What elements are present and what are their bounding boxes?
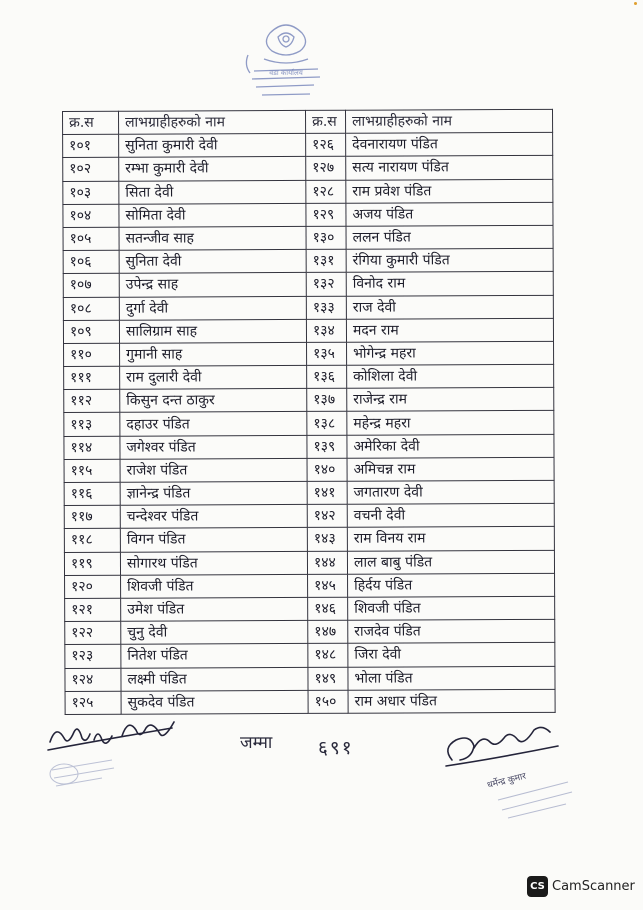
- serial-cell: १०५: [63, 227, 119, 250]
- serial-cell: ११६: [64, 482, 120, 505]
- name-cell: रंगिया कुमारी पंडित: [346, 248, 553, 272]
- name-cell: देवनारायण पंडित: [346, 133, 553, 157]
- serial-cell: १२८: [306, 180, 346, 203]
- name-cell: सिता देवी: [119, 180, 306, 204]
- header-serial: क्र.स: [63, 111, 119, 134]
- table-row: [63, 225, 553, 250]
- name-cell: जगतारण देवी: [347, 480, 554, 504]
- signer-name: धर्मेन्द्र कुमार: [486, 771, 528, 791]
- serial-cell: ११०: [64, 343, 120, 366]
- name-cell: सत्य नारायण पंडित: [346, 156, 553, 180]
- serial-cell: १३८: [307, 412, 347, 435]
- scan-artifact-dot: [634, 2, 637, 5]
- table-row: [64, 480, 554, 505]
- serial-cell: १२४: [65, 668, 121, 691]
- name-cell: भोला पंडित: [348, 666, 555, 690]
- serial-cell: १३४: [306, 319, 346, 342]
- name-cell: लाल बाबु पंडित: [347, 550, 554, 574]
- serial-cell: ११४: [64, 436, 120, 459]
- name-cell: चुनु देवी: [121, 621, 308, 645]
- serial-cell: १११: [64, 366, 120, 389]
- serial-cell: १५०: [308, 690, 348, 713]
- signature-icon: [42, 710, 202, 802]
- table-row: [65, 596, 555, 621]
- serial-cell: १४१: [307, 481, 347, 504]
- serial-cell: १३३: [306, 296, 346, 319]
- table-row: [63, 156, 553, 181]
- serial-cell: ११३: [64, 413, 120, 436]
- name-cell: नितेश पंडित: [121, 644, 308, 668]
- name-cell: भोगेन्द्र महरा: [347, 341, 554, 365]
- name-cell: सुनिता कुमारी देवी: [119, 134, 306, 158]
- serial-cell: १४०: [307, 458, 347, 481]
- name-cell: दुर्गा देवी: [119, 296, 306, 320]
- name-cell: हिर्दय पंडित: [348, 573, 555, 597]
- serial-cell: १०३: [63, 181, 119, 204]
- table-row: [65, 666, 555, 691]
- serial-cell: १०६: [63, 250, 119, 273]
- name-cell: शिवजी पंडित: [121, 574, 308, 598]
- table-row: [64, 504, 554, 529]
- serial-cell: १३५: [307, 342, 347, 365]
- name-cell: चन्देश्वर पंडित: [120, 505, 307, 529]
- serial-cell: १२०: [65, 575, 121, 598]
- serial-cell: १०२: [63, 158, 119, 181]
- name-cell: लक्ष्मी पंडित: [121, 667, 308, 691]
- name-cell: सोगारथ पंडित: [120, 551, 307, 575]
- name-cell: सुनिता देवी: [119, 250, 306, 274]
- table-row: [64, 434, 554, 459]
- table-row: [64, 364, 554, 389]
- name-cell: सालिग्राम साह: [119, 319, 306, 343]
- camscanner-label: CamScanner: [552, 879, 635, 894]
- name-cell: महेन्द्र महरा: [347, 411, 554, 435]
- name-cell: मदन राम: [346, 318, 553, 342]
- name-cell: राम प्रवेश पंडित: [346, 179, 553, 203]
- name-cell: अमेरिका देवी: [347, 434, 554, 458]
- serial-cell: १२३: [65, 645, 121, 668]
- serial-cell: १०४: [63, 204, 119, 227]
- name-cell: ललन पंडित: [346, 225, 553, 249]
- name-cell: राम विनय राम: [347, 527, 554, 551]
- serial-cell: ११५: [64, 459, 120, 482]
- serial-cell: १०७: [63, 274, 119, 297]
- table-row: [63, 248, 553, 273]
- name-cell: उमेश पंडित: [121, 597, 308, 621]
- serial-cell: १४३: [307, 528, 347, 551]
- name-cell: राजदेव पंडित: [348, 619, 555, 643]
- name-cell: राम दुलारी देवी: [120, 365, 307, 389]
- serial-cell: १४४: [307, 551, 347, 574]
- serial-cell: ११२: [64, 390, 120, 413]
- serial-cell: १३७: [307, 389, 347, 412]
- name-cell: शिवजी पंडित: [348, 596, 555, 620]
- serial-cell: १२१: [65, 598, 121, 621]
- serial-cell: १४६: [308, 597, 348, 620]
- name-cell: अजय पंडित: [346, 202, 553, 226]
- serial-cell: १४२: [307, 504, 347, 527]
- name-cell: ज्ञानेन्द्र पंडित: [120, 481, 307, 505]
- table-row: [64, 411, 554, 436]
- table-row: [65, 643, 555, 668]
- serial-cell: ११८: [64, 529, 120, 552]
- name-cell: जगेश्वर पंडित: [120, 435, 307, 459]
- table-row: [64, 341, 554, 366]
- serial-cell: १३२: [306, 273, 346, 296]
- table-header-row: [63, 109, 553, 134]
- table-row: [64, 457, 554, 482]
- table-row: [65, 619, 555, 644]
- total-value: ६९१: [318, 737, 354, 759]
- header-name: लाभग्राहीहरुको नाम: [119, 110, 306, 134]
- table-row: [63, 318, 553, 343]
- serial-cell: १३०: [306, 226, 346, 249]
- serial-cell: १०८: [63, 297, 119, 320]
- name-cell: अमिचन्न राम: [347, 457, 554, 481]
- name-cell: गुमानी साह: [120, 342, 307, 366]
- name-cell: राजेश पंडित: [120, 458, 307, 482]
- name-cell: रम्भा कुमारी देवी: [119, 157, 306, 181]
- name-cell: वचनी देवी: [347, 504, 554, 528]
- serial-cell: १२६: [306, 133, 346, 156]
- table-row: [65, 573, 555, 598]
- name-cell: दहाउर पंडित: [120, 412, 307, 436]
- name-cell: विगन पंडित: [120, 528, 307, 552]
- camscanner-logo-icon: CS: [527, 876, 548, 897]
- name-cell: सतन्जीव साह: [119, 226, 306, 250]
- beneficiary-table: [62, 109, 556, 715]
- serial-cell: १३६: [307, 365, 347, 388]
- name-cell: राज देवी: [346, 295, 553, 319]
- emblem-seal-icon: [240, 15, 332, 103]
- seal-text: वडा कार्यालय: [269, 69, 303, 77]
- serial-cell: १०१: [63, 134, 119, 157]
- name-cell: उपेन्द्र साह: [119, 273, 306, 297]
- name-cell: कोशिला देवी: [347, 364, 554, 388]
- table-row: [64, 550, 554, 575]
- name-cell: किसुन दन्त ठाकुर: [120, 389, 307, 413]
- serial-cell: १४७: [308, 620, 348, 643]
- header-serial: क्र.स: [305, 110, 345, 133]
- name-cell: सोमिता देवी: [119, 203, 306, 227]
- name-cell: विनोद राम: [346, 272, 553, 296]
- serial-cell: ११९: [64, 552, 120, 575]
- serial-cell: १२९: [306, 203, 346, 226]
- serial-cell: १४९: [308, 667, 348, 690]
- table-row: [63, 133, 553, 158]
- name-cell: राम अधार पंडित: [348, 689, 555, 713]
- table-row: [64, 388, 554, 413]
- serial-cell: १४८: [308, 644, 348, 667]
- serial-cell: १३९: [307, 435, 347, 458]
- table-row: [63, 202, 553, 227]
- serial-cell: १२५: [65, 691, 121, 714]
- serial-cell: १२२: [65, 621, 121, 644]
- serial-cell: ११७: [64, 505, 120, 528]
- serial-cell: १४५: [308, 574, 348, 597]
- header-name: लाभग्राहीहरुको नाम: [345, 109, 552, 133]
- name-cell: सुकदेव पंडित: [121, 690, 308, 714]
- signature-icon: [438, 718, 598, 823]
- camscanner-watermark: [527, 876, 635, 897]
- serial-cell: १०९: [63, 320, 119, 343]
- name-cell: जिरा देवी: [348, 643, 555, 667]
- serial-cell: १३१: [306, 249, 346, 272]
- table-row: [63, 295, 553, 320]
- total-label: जम्मा: [240, 733, 273, 753]
- table-row: [63, 272, 553, 297]
- table-row: [64, 527, 554, 552]
- serial-cell: १२७: [306, 157, 346, 180]
- table-row: [63, 179, 553, 204]
- name-cell: राजेन्द्र राम: [347, 388, 554, 412]
